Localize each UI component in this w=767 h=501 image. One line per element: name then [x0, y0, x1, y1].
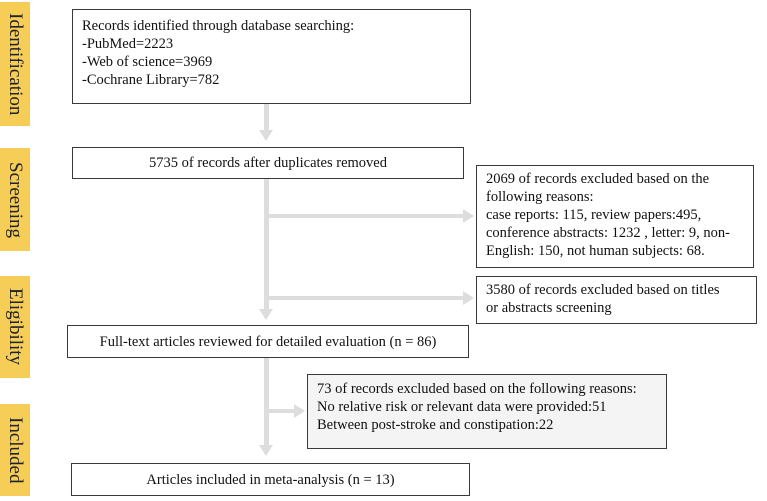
records-identified-heading: Records identified through database searching:: [82, 18, 355, 34]
excluded-reasons-box: [476, 165, 754, 268]
stage-screening: Screening: [0, 148, 30, 251]
excluded-reasons-line-1: 2069 of records excluded based on the: [486, 171, 710, 187]
excluded-fulltext-line-1: 73 of records excluded based on the following reasons:: [317, 381, 637, 397]
full-text-box: [67, 325, 469, 358]
after-duplicates-text: 5735 of records after duplicates removed: [149, 155, 387, 171]
included-text: Articles included in meta-analysis (n = 13): [146, 471, 395, 488]
arrowhead-to-excluded-titles: [463, 291, 474, 305]
records-identified-box: [72, 9, 471, 104]
branch-to-excluded-fulltext: [269, 409, 294, 413]
stage-included: Included: [0, 404, 30, 496]
excluded-titles-line-1: 3580 of records excluded based on titles: [486, 282, 720, 298]
web-of-science-count: -Web of science=3969: [82, 54, 213, 70]
excluded-reasons-line-3: case reports: 115, review papers:495,: [486, 207, 702, 223]
pubmed-count: -PubMed=2223: [82, 36, 174, 52]
branch-to-excluded-titles: [269, 296, 463, 300]
connector-dedup-to-fulltext: [264, 179, 269, 309]
excluded-titles-box: [476, 276, 757, 324]
excluded-titles-line-2: or abstracts screening: [486, 300, 612, 316]
arrowhead-to-fulltext: [259, 309, 273, 320]
after-duplicates-box: [72, 147, 464, 179]
arrowhead-to-excluded-reasons: [463, 209, 474, 223]
branch-to-excluded-reasons: [269, 214, 463, 218]
excluded-reasons-line-5: English: 150, not human subjects: 68.: [486, 243, 705, 259]
connector-fulltext-to-included: [264, 358, 269, 445]
excluded-fulltext-line-2: No relative risk or relevant data were provided:51: [317, 399, 607, 415]
included-box: [71, 463, 470, 496]
excluded-reasons-line-4: conference abstracts: 1232 , letter: 9, non-: [486, 225, 730, 241]
full-text-text: Full-text articles reviewed for detailed evaluation (n = 86): [99, 333, 437, 350]
connector-identified-to-dedup: [264, 104, 269, 130]
excluded-fulltext-line-3: Between post-stroke and constipation:22: [317, 417, 554, 433]
arrowhead-to-excluded-fulltext: [294, 404, 305, 418]
excluded-reasons-line-2: following reasons:: [486, 189, 594, 205]
arrowhead-to-included: [259, 445, 273, 456]
stage-eligibility: Eligibility: [0, 276, 30, 378]
arrowhead-to-dedup: [259, 130, 273, 141]
excluded-fulltext-box: [307, 374, 667, 449]
cochrane-count: -Cochrane Library=782: [82, 72, 220, 88]
stage-identification: Identification: [0, 2, 30, 126]
